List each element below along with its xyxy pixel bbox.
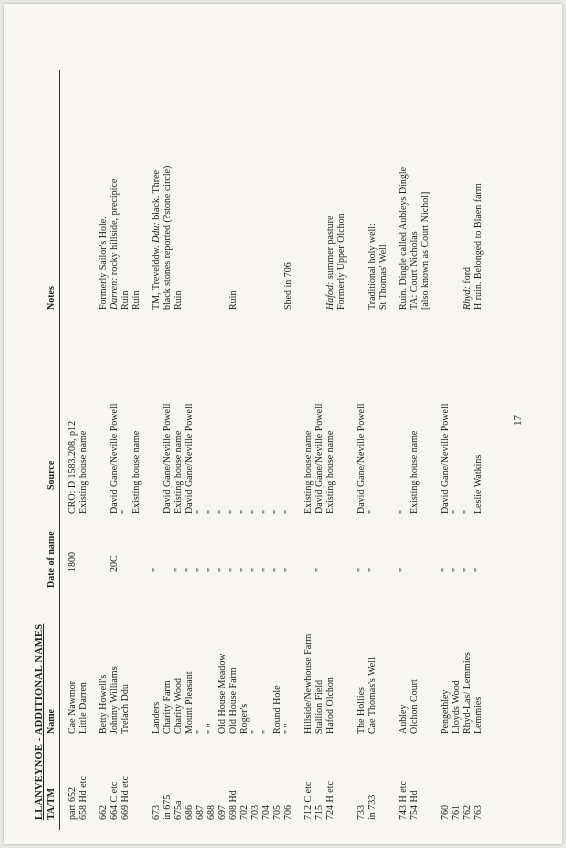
cell-source: David Gane/Neville Powell: [440, 403, 451, 514]
cell-notes: [also known as Court Nichol]: [420, 191, 431, 310]
table-row: [336, 30, 347, 830]
cell-name: " ": [283, 723, 294, 734]
cell-source: David Gane/Neville Powell: [184, 403, 195, 514]
cell-name: Old House Farm: [228, 667, 239, 734]
cell-source: David Gane/Neville Powell: [109, 403, 120, 514]
table-row: [173, 30, 184, 830]
cell-ta: 763: [473, 805, 484, 820]
table-row: [120, 30, 131, 830]
cell-source: David Gane/Neville Powell: [162, 403, 173, 514]
cell-source: ": [283, 509, 294, 514]
table-row: [195, 30, 206, 830]
cell-date: ": [440, 567, 451, 572]
cell-source: Existing house name: [131, 430, 142, 514]
cell-name: Mount Pleasant: [184, 671, 195, 734]
cell-notes: Traditional holy well:: [367, 223, 378, 310]
table-row: [325, 30, 336, 830]
table-row: [451, 30, 462, 830]
cell-ta: 754 Hd: [409, 790, 420, 820]
page-number: 17: [512, 415, 524, 426]
table-row: [303, 30, 314, 830]
cell-notes: TA: Court Nicholas: [409, 231, 420, 310]
column-header-source: Source: [46, 460, 57, 490]
cell-ta: 687: [195, 805, 206, 820]
table-row: [272, 30, 283, 830]
cell-name: Lemmies: [473, 696, 484, 734]
header-rule: [59, 70, 60, 830]
cell-notes: Ruin: [131, 290, 142, 310]
table-row: [217, 30, 228, 830]
cell-source: ": [398, 509, 409, 514]
cell-name: Landers: [151, 701, 162, 734]
table-row: [440, 30, 451, 830]
cell-name: Little Darren: [78, 682, 89, 734]
table-row: [228, 30, 239, 830]
cell-name: The Hollies: [356, 687, 367, 734]
cell-source: ": [451, 509, 462, 514]
cell-ta: 673: [151, 805, 162, 820]
cell-ta: 702: [239, 805, 250, 820]
cell-ta: 704: [261, 805, 272, 820]
table-row: [184, 30, 195, 830]
cell-date: ": [184, 567, 195, 572]
table-row: [250, 30, 261, 830]
cell-date: ": [356, 567, 367, 572]
column-header-date: Date of name: [46, 531, 57, 588]
column-header-name: Name: [46, 709, 57, 734]
cell-ta: 743 H etc: [398, 781, 409, 820]
cell-ta: 688: [206, 805, 217, 820]
cell-source: ": [261, 509, 272, 514]
cell-ta: 762: [462, 805, 473, 820]
cell-name: Trelach Ddu: [120, 684, 131, 734]
cell-name: Roger's: [239, 703, 250, 734]
cell-ta: 686: [184, 805, 195, 820]
cell-ta: 698 Hd: [228, 790, 239, 820]
table-row: [314, 30, 325, 830]
document-page: [4, 4, 562, 844]
cell-notes: Rhyd: ford: [462, 266, 473, 310]
cell-date: ": [173, 567, 184, 572]
cell-date: ": [195, 567, 206, 572]
cell-source: ": [120, 509, 131, 514]
cell-ta: in 733: [367, 794, 378, 820]
table-row: [131, 30, 142, 830]
cell-name: Cae Thomas's Well: [367, 657, 378, 734]
cell-ta: 669 Hd etc: [120, 776, 131, 820]
cell-name: ": [195, 729, 206, 734]
cell-ta: 658 Hd etc: [78, 776, 89, 820]
cell-source: ": [367, 509, 378, 514]
cell-notes: Ruin: [173, 290, 184, 310]
cell-notes: Ruin: [120, 290, 131, 310]
cell-ta: 664 C etc: [109, 781, 120, 820]
page-title: LLANVEYNOE - ADDITIONAL NAMES: [34, 623, 45, 820]
cell-name: Hafod Olchon: [325, 677, 336, 734]
cell-name: Charity Farm: [162, 680, 173, 734]
column-header-ta: TA/TM: [46, 787, 57, 820]
table-row: [67, 30, 78, 830]
cell-source: Existing house name: [173, 430, 184, 514]
cell-source: ": [250, 509, 261, 514]
cell-source: ": [272, 509, 283, 514]
cell-ta: 761: [451, 805, 462, 820]
cell-name: Johnny Williams: [109, 666, 120, 734]
cell-source: ": [217, 509, 228, 514]
cell-notes: Ruin. Dingle called Aubleys Dingle: [398, 166, 409, 310]
table-row: [473, 30, 484, 830]
cell-name: Pengethley: [440, 689, 451, 734]
cell-source: Existing house name: [303, 430, 314, 514]
cell-source: ": [228, 509, 239, 514]
cell-date: ": [272, 567, 283, 572]
cell-ta: 712 C etc: [303, 781, 314, 820]
cell-date: ": [367, 567, 378, 572]
table-row: [420, 30, 431, 830]
cell-name: ": [261, 729, 272, 734]
cell-ta: part 652: [67, 786, 78, 820]
cell-date: ": [283, 567, 294, 572]
cell-date: ": [398, 567, 409, 572]
cell-name: Old House Meadow: [217, 653, 228, 734]
table-row: [206, 30, 217, 830]
cell-notes: H ruin. Belonged to Blaen farm: [473, 183, 484, 310]
cell-notes: Darren: rocky hillside, precipice: [109, 178, 120, 310]
table-row: [378, 30, 389, 830]
cell-notes: black stones reported (?stone circle): [162, 165, 173, 310]
cell-source: CRO: D 1583.208, p12: [67, 420, 78, 514]
cell-notes: Formerly Upper Olchon: [336, 213, 347, 310]
cell-date: ": [206, 567, 217, 572]
table-row: [398, 30, 409, 830]
table-row: [261, 30, 272, 830]
cell-ta: 675a: [173, 800, 184, 820]
cell-source: David Gane/Neville Powell: [356, 403, 367, 514]
cell-name: Hillside/Newhouse Farm: [303, 633, 314, 734]
cell-source: Existing house name: [409, 430, 420, 514]
cell-name: Cae Nawmor: [67, 680, 78, 734]
cell-name: Aubley: [398, 704, 409, 734]
table-row: [356, 30, 367, 830]
cell-name: Lloyds Wood: [451, 680, 462, 734]
table-row: [78, 30, 89, 830]
cell-ta: 662: [98, 805, 109, 820]
cell-notes: Formerly Sailor's Hole.: [98, 216, 109, 310]
cell-date: ": [473, 567, 484, 572]
table-row: [283, 30, 294, 830]
cell-date: ": [239, 567, 250, 572]
cell-name: Stallion Field: [314, 679, 325, 734]
cell-ta: in 675: [162, 794, 173, 820]
cell-date: ": [451, 567, 462, 572]
cell-source: Existing house name: [78, 430, 89, 514]
table-row: [151, 30, 162, 830]
cell-notes: Hafod: summer pasture: [325, 215, 336, 310]
cell-name: Round Hole: [272, 685, 283, 734]
cell-ta: 724 H etc: [325, 781, 336, 820]
table-row: [109, 30, 120, 830]
cell-date: 1800: [67, 552, 78, 572]
column-header-notes: Notes: [46, 286, 57, 310]
cell-ta: 697: [217, 805, 228, 820]
cell-date: ": [217, 567, 228, 572]
cell-name: Rhyd-Las/ Lemmies: [462, 652, 473, 734]
cell-name: Charity Wood: [173, 678, 184, 734]
cell-date: ": [250, 567, 261, 572]
cell-source: ": [239, 509, 250, 514]
cell-ta: 715: [314, 805, 325, 820]
cell-source: ": [195, 509, 206, 514]
table-row: [367, 30, 378, 830]
cell-ta: 705: [272, 805, 283, 820]
table-row: [462, 30, 473, 830]
cell-date: ": [151, 567, 162, 572]
cell-source: ": [462, 509, 473, 514]
cell-notes: Shed in 706: [283, 262, 294, 310]
cell-notes: St Thomas' Well: [378, 244, 389, 310]
rotated-table: [34, 30, 544, 830]
cell-name: Olchon Court: [409, 679, 420, 734]
table-row: [162, 30, 173, 830]
cell-date: ": [314, 567, 325, 572]
cell-source: ": [206, 509, 217, 514]
cell-date: 20C: [109, 555, 120, 572]
cell-date: ": [462, 567, 473, 572]
cell-ta: 703: [250, 805, 261, 820]
cell-name: Betty Howell's: [98, 674, 109, 734]
cell-date: ": [261, 567, 272, 572]
cell-notes: TM, Trevelddw. Ddu: black. Three: [151, 170, 162, 310]
cell-ta: 706: [283, 805, 294, 820]
cell-notes: Ruin: [228, 290, 239, 310]
cell-name: ": [250, 729, 261, 734]
cell-ta: 733: [356, 805, 367, 820]
table-row: [239, 30, 250, 830]
cell-source: Leslie Watkins: [473, 454, 484, 514]
cell-ta: 760: [440, 805, 451, 820]
cell-source: David Gane/Neville Powell: [314, 403, 325, 514]
table-row: [98, 30, 109, 830]
cell-date: ": [228, 567, 239, 572]
cell-name: " ": [206, 723, 217, 734]
cell-source: Existing house name: [325, 430, 336, 514]
table-row: [409, 30, 420, 830]
